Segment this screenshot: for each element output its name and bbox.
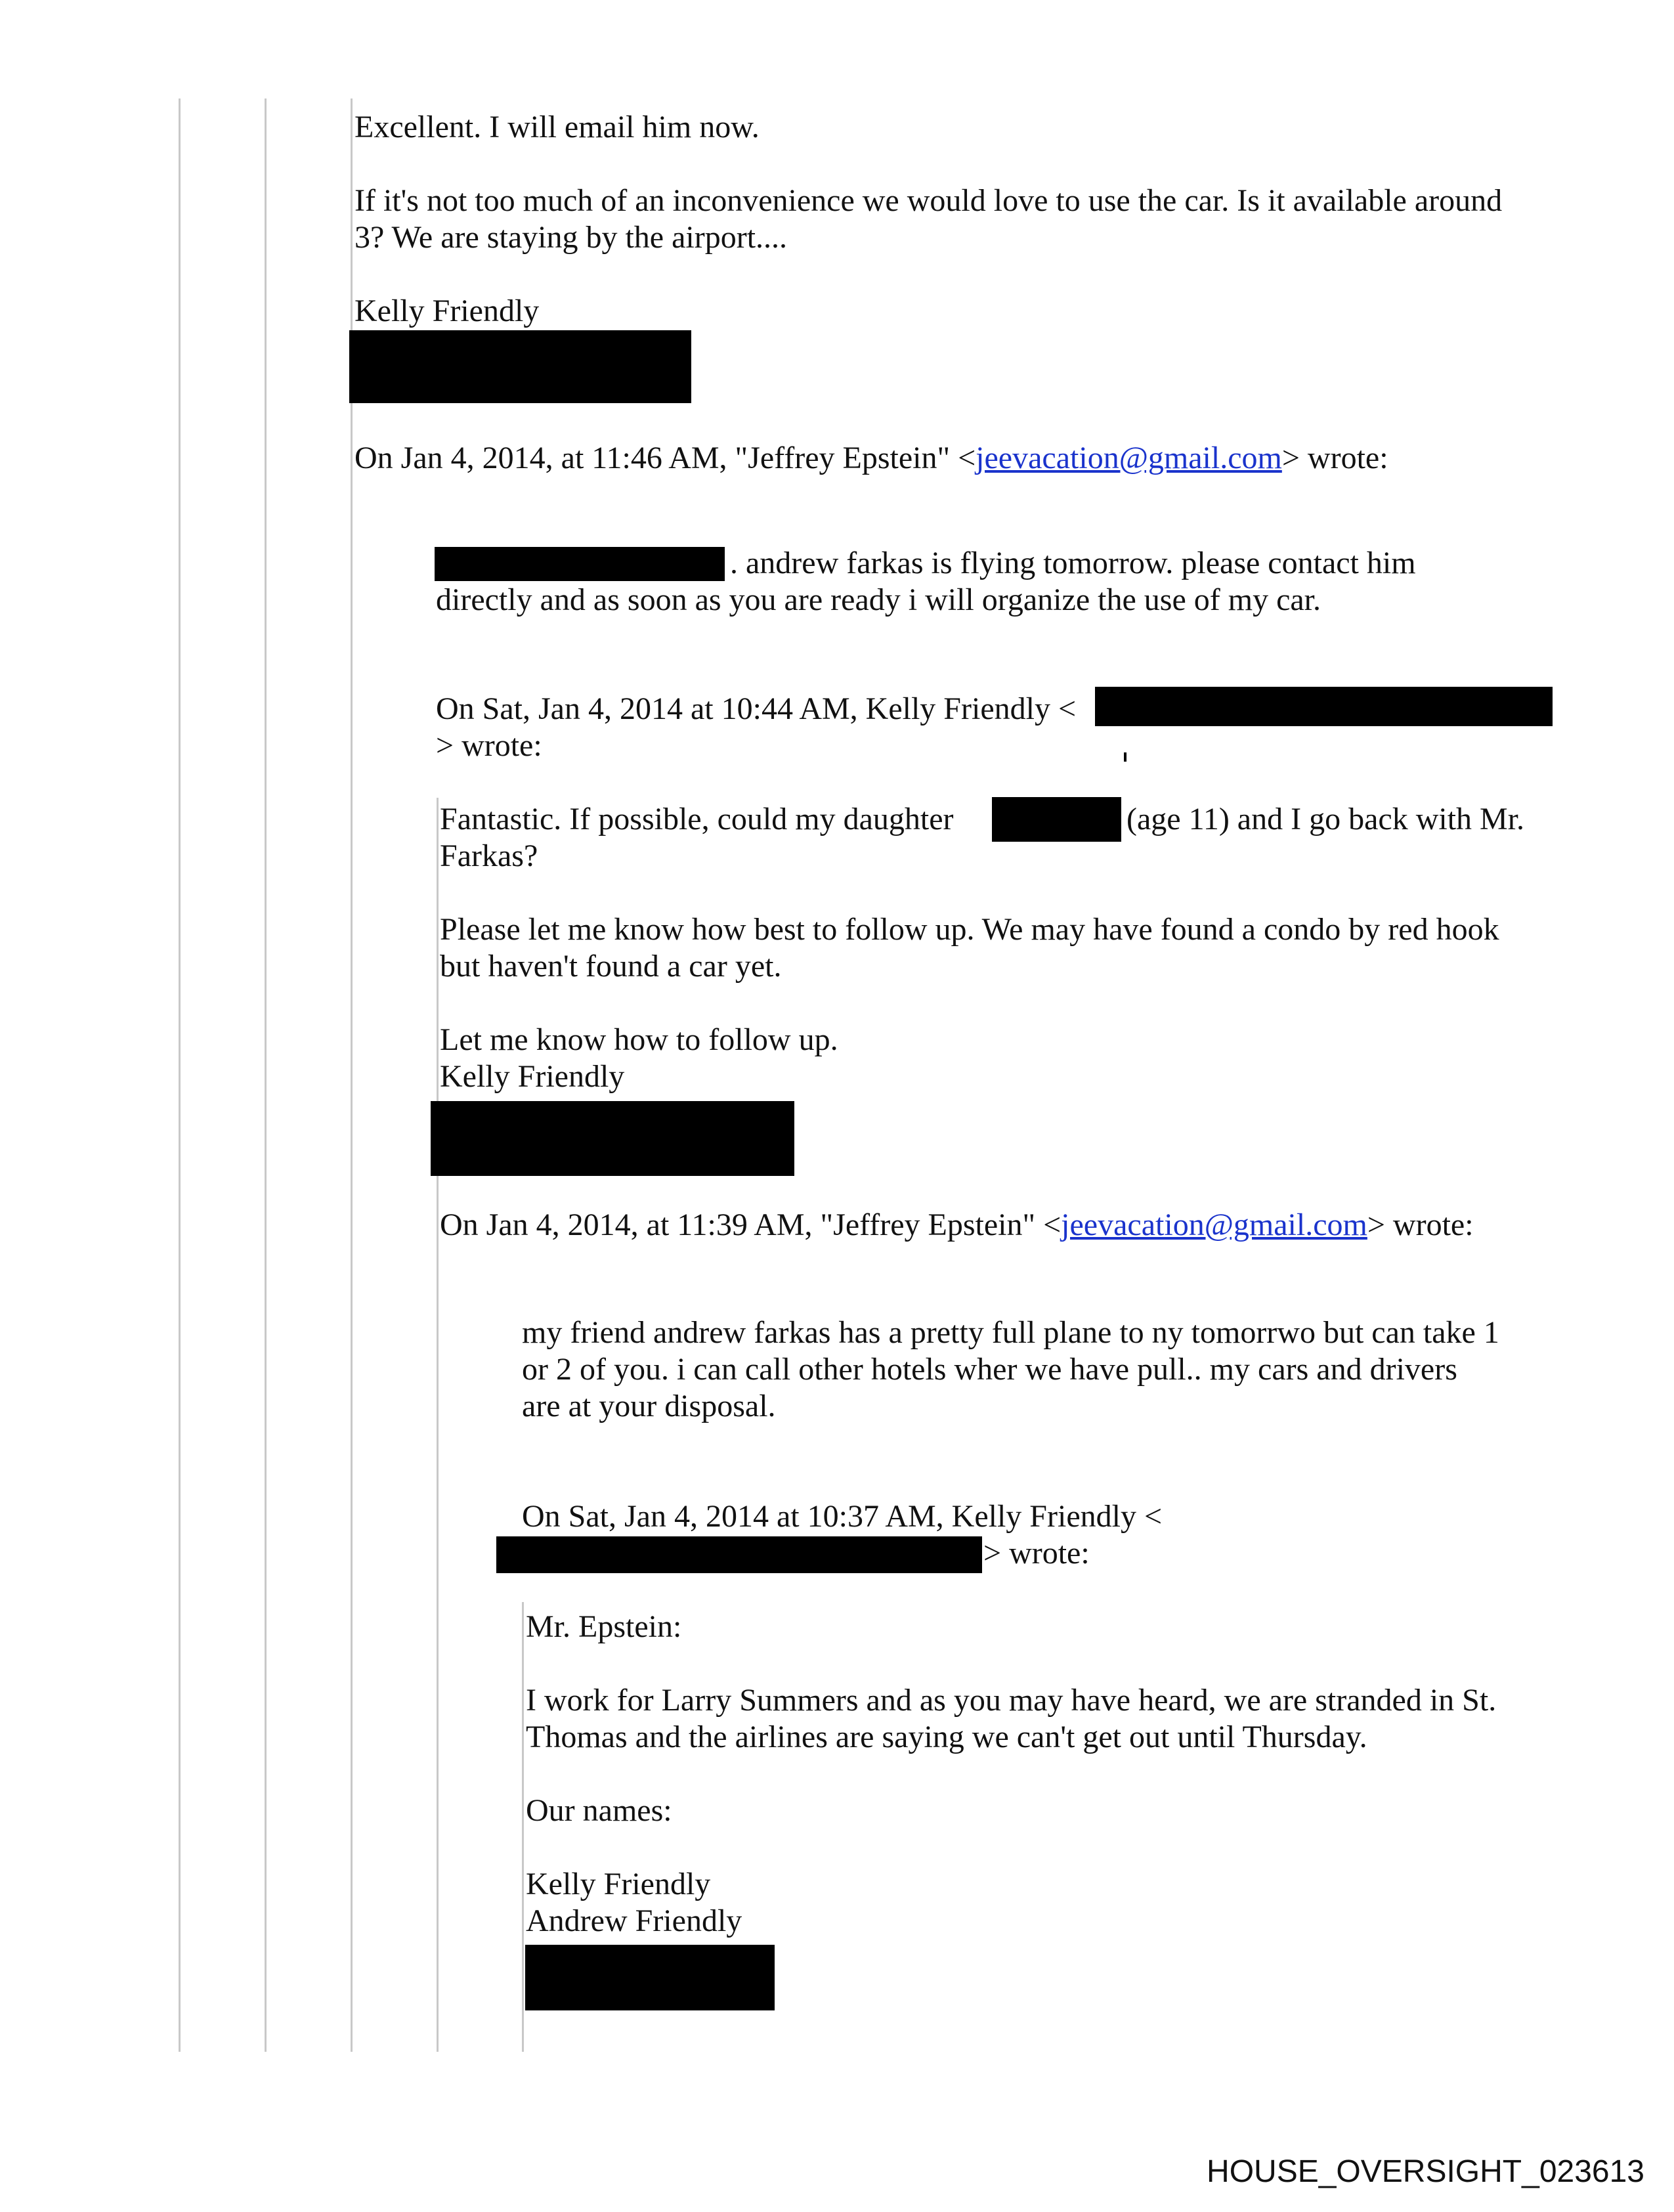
message-text: or 2 of you. i can call other hotels wher we have pull.. my cars and drivers <box>522 1352 1457 1387</box>
redaction-mark <box>1124 752 1127 762</box>
redaction-block <box>525 1945 775 2010</box>
name-entry: Kelly Friendly <box>526 1867 711 1901</box>
message-text: Farkas? <box>440 838 538 873</box>
message-text: Our names: <box>526 1793 672 1828</box>
quote-header-suffix: > wrote: <box>1281 441 1388 475</box>
name-entry: Andrew Friendly <box>526 1903 742 1938</box>
quote-header <box>354 440 1388 477</box>
message-text: but haven't found a car yet. <box>440 949 782 984</box>
signature-name: Kelly Friendly <box>354 293 540 328</box>
quote-bar-level-1 <box>179 98 181 2052</box>
quote-bar-level-4 <box>437 798 439 2052</box>
message-text: (age 11) and I go back with Mr. <box>1127 802 1525 836</box>
message-text: . andrew farkas is flying tomorrow. please contact him <box>730 546 1416 580</box>
redaction-block <box>992 797 1121 842</box>
message-text: Thomas and the airlines are saying we can't get out until Thursday. <box>526 1720 1367 1754</box>
message-text: I work for Larry Summers and as you may have heard, we are stranded in St. <box>526 1683 1497 1718</box>
message-text: my friend andrew farkas has a pretty full plane to ny tomorrwo but can take 1 <box>522 1315 1499 1350</box>
message-text: Let me know how to follow up. <box>440 1022 838 1057</box>
message-text: directly and as soon as you are ready i will organize the use of my car. <box>436 582 1321 617</box>
quote-bar-level-2 <box>265 98 267 2052</box>
email-link[interactable]: jeevacation@gmail.com <box>1061 1207 1367 1242</box>
bates-number: HOUSE_OVERSIGHT_023613 <box>1207 2154 1644 2189</box>
message-text: Please let me know how best to follow up. We may have found a condo by red hook <box>440 912 1499 947</box>
redaction-block <box>349 330 691 403</box>
quote-header: On Sat, Jan 4, 2014 at 10:37 AM, Kelly Friendly < <box>522 1499 1163 1534</box>
quote-header-prefix: On Jan 4, 2014, at 11:39 AM, "Jeffrey Epstein" < <box>440 1207 1062 1242</box>
redaction-block <box>431 1101 794 1176</box>
redaction-block <box>496 1536 982 1573</box>
message-text: Fantastic. If possible, could my daughter <box>440 802 954 836</box>
message-text: Excellent. I will email him now. <box>354 110 760 144</box>
quote-header-prefix: On Jan 4, 2014, at 11:46 AM, "Jeffrey Epstein" < <box>354 441 976 475</box>
signature-name: Kelly Friendly <box>440 1059 625 1094</box>
message-text: 3? We are staying by the airport.... <box>354 220 788 255</box>
quote-header: > wrote: <box>436 728 542 763</box>
salutation: Mr. Epstein: <box>526 1609 682 1644</box>
quote-header <box>440 1207 1474 1244</box>
quote-header: On Sat, Jan 4, 2014 at 10:44 AM, Kelly Friendly < <box>436 691 1077 726</box>
quote-header: > wrote: <box>983 1536 1090 1571</box>
redaction-block <box>435 547 725 581</box>
message-text: If it's not too much of an inconvenience we would love to use the car. Is it available around <box>354 183 1503 218</box>
quote-bar-level-5 <box>522 1602 524 2052</box>
quote-header-suffix: > wrote: <box>1367 1207 1474 1242</box>
message-text: are at your disposal. <box>522 1389 776 1423</box>
redaction-block <box>1095 687 1553 726</box>
email-link[interactable]: jeevacation@gmail.com <box>976 441 1282 475</box>
